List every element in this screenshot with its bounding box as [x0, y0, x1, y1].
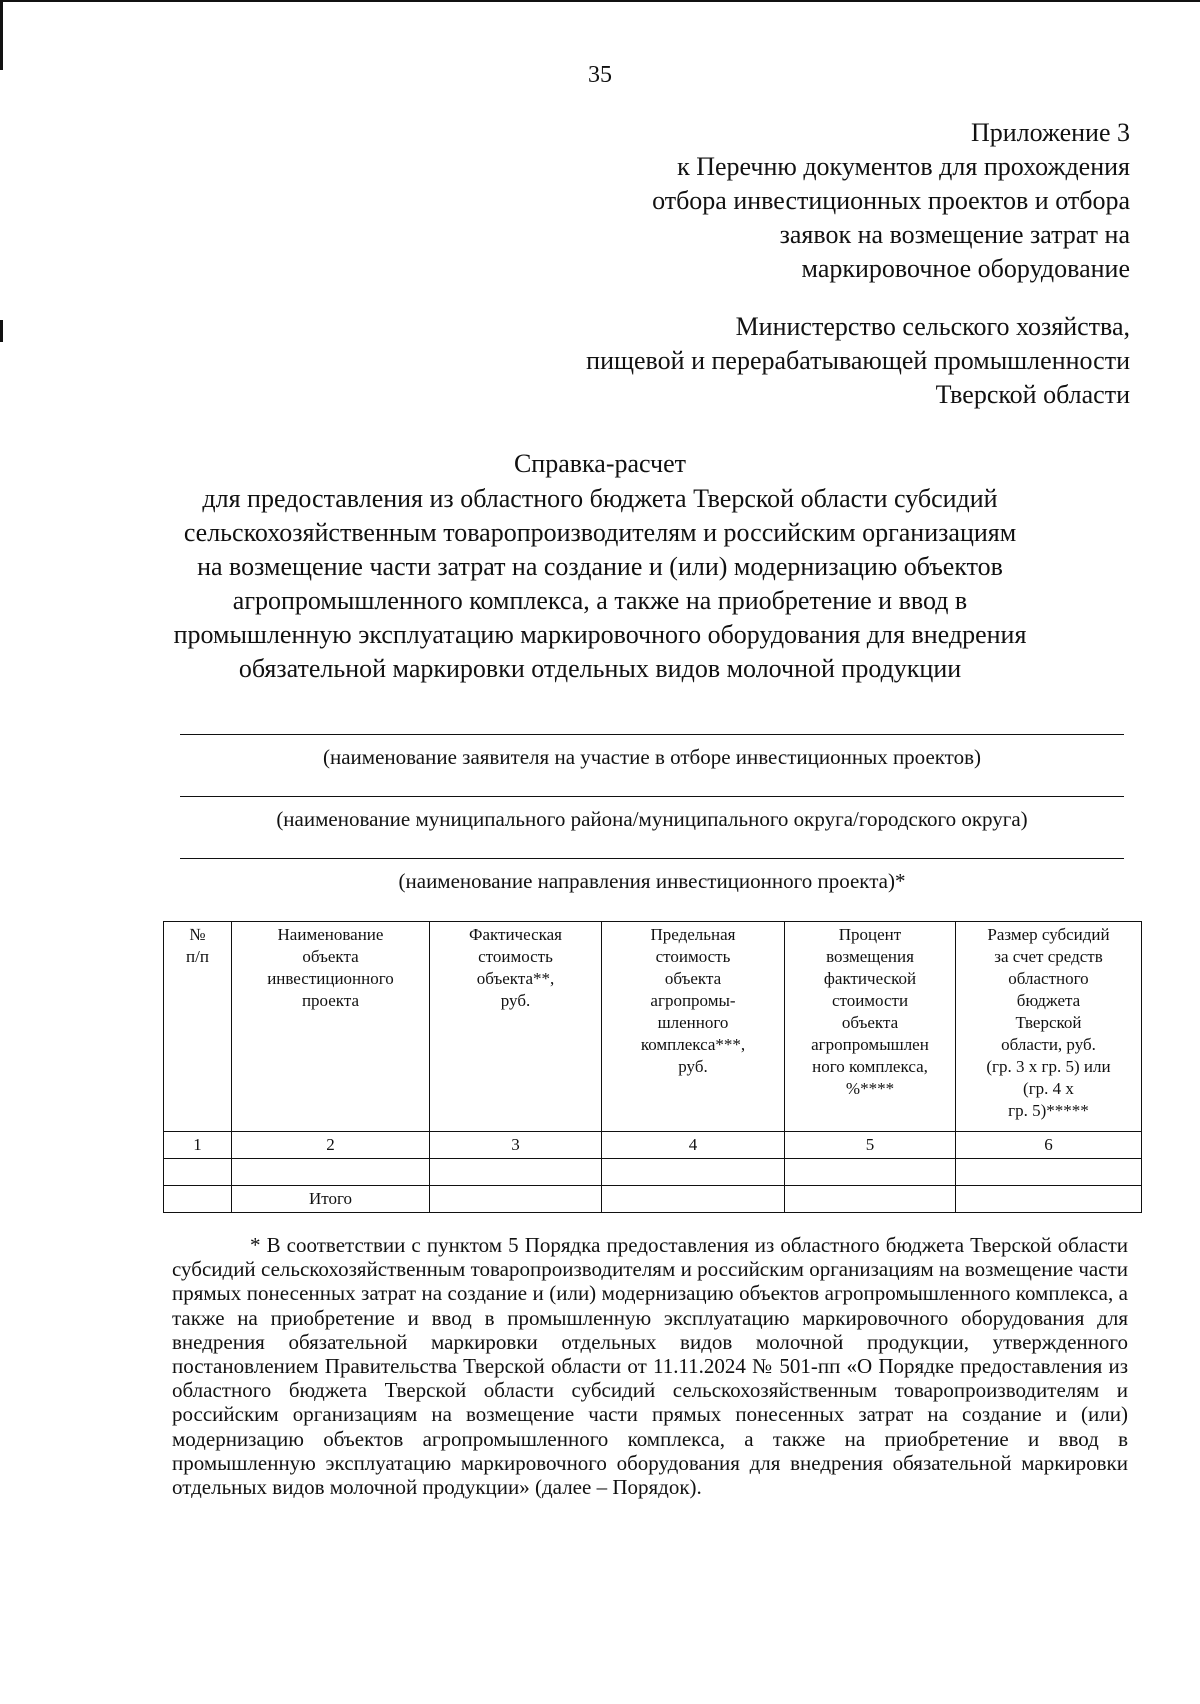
table-cell[interactable] [956, 1186, 1142, 1213]
fill-in-line[interactable] [180, 796, 1124, 797]
table-row [164, 1159, 1142, 1186]
appendix-line: маркировочное оборудование [801, 254, 1130, 283]
subtitle-line: для предоставления из областного бюджета Тверской области субсидий [202, 484, 998, 513]
document-title: Справка-расчет [513, 449, 687, 478]
appendix-line: к Перечню документов для прохождения [677, 152, 1130, 181]
appendix-line: заявок на возмещение затрат на [779, 220, 1130, 249]
column-number: 5 [785, 1132, 956, 1159]
column-number: 6 [956, 1132, 1142, 1159]
table-cell[interactable] [430, 1159, 602, 1186]
header-cell-actual-cost: Фактическая стоимость объекта**, руб. [430, 922, 602, 1132]
subtitle-line: сельскохозяйственным товаропроизводителям и российским организациям [183, 518, 1017, 547]
table-cell[interactable] [430, 1186, 602, 1213]
column-number: 1 [164, 1132, 232, 1159]
table-cell[interactable] [956, 1159, 1142, 1186]
subtitle-line: обязательной маркировки отдельных видов молочной продукции [238, 654, 962, 683]
column-number: 2 [232, 1132, 430, 1159]
table-cell[interactable] [785, 1159, 956, 1186]
addressee-line: Тверской области [935, 380, 1130, 409]
table-cell[interactable] [164, 1186, 232, 1213]
table-cell[interactable] [232, 1159, 430, 1186]
fill-in-line[interactable] [180, 858, 1124, 859]
scan-edge-mark [0, 0, 3, 70]
header-cell-row-number: № п/п [164, 922, 232, 1132]
document-subtitle [120, 482, 1080, 686]
applicant-name-field[interactable] [180, 734, 1124, 770]
addressee-block [410, 310, 1130, 412]
column-number: 3 [430, 1132, 602, 1159]
total-row [164, 1186, 1142, 1213]
scan-edge-mark [0, 0, 1200, 2]
table-header-row [164, 922, 1142, 1132]
header-cell-object-name: Наименование объекта инвестиционного проекта [232, 922, 430, 1132]
table-cell[interactable] [785, 1186, 956, 1213]
header-cell-subsidy-amount: Размер субсидий за счет средств областного бюджета Тверской области, руб. (гр. 3 х гр. 5) или (гр. 4 х гр. 5)***** [956, 922, 1142, 1132]
field-caption: (наименование муниципального района/муниципального округа/городского округа) [276, 807, 1028, 831]
fill-in-line[interactable] [180, 734, 1124, 735]
appendix-line: отбора инвестиционных проектов и отбора [652, 186, 1130, 215]
table-cell[interactable] [602, 1186, 785, 1213]
addressee-line: Министерство сельского хозяйства, [735, 312, 1130, 341]
subtitle-line: на возмещение части затрат на создание и (или) модернизацию объектов [197, 552, 1003, 581]
table-cell[interactable] [164, 1159, 232, 1186]
column-number: 4 [602, 1132, 785, 1159]
appendix-title: Приложение 3 [970, 118, 1130, 147]
column-number-row [164, 1132, 1142, 1159]
header-cell-reimbursement-percent: Процент возмещения фактической стоимости объекта агропромышлен ного комплекса, %**** [785, 922, 956, 1132]
addressee-line: пищевой и перерабатывающей промышленности [586, 346, 1130, 375]
municipality-name-field[interactable] [180, 796, 1124, 832]
subtitle-line: агропромышленного комплекса, а также на приобретение и ввод в [232, 586, 968, 615]
footnote: * В соответствии с пунктом 5 Порядка предоставления из областного бюджета Тверской области субсидий сельскохозяйственным товаропроизводителям и российским организациям на возмещение части прямых понесенных затрат на создание и (или) модернизацию объектов агропромышленного комплекса, а также на приобретение и ввод в промышленную эксплуатацию маркировочного оборудования для внедрения обязательной маркировки отдельных видов молочной продукции, утвержденного постановлением Правительства Тверской области от 11.11.2024 № 501-пп «О Порядке предоставления из областного бюджета Тверской области субсидий сельскохозяйственным товаропроизводителям и российским организациям на возмещение части прямых понесенных затрат на создание и (или) модернизацию объектов агропромышленного комплекса, а также на приобретение и ввод в промышленную эксплуатацию маркировочного оборудования для внедрения обязательной маркировки отдельных видов молочной продукции» (далее – Порядок). [172, 1233, 1128, 1500]
scan-edge-mark [0, 320, 3, 342]
appendix-header [490, 116, 1130, 286]
calculation-table [163, 921, 1142, 1213]
subtitle-line: промышленную эксплуатацию маркировочного оборудования для внедрения [173, 620, 1027, 649]
table-cell[interactable] [602, 1159, 785, 1186]
field-caption: (наименование направления инвестиционного проекта)* [398, 869, 906, 893]
page-number: 35 [588, 62, 612, 88]
header-cell-max-cost: Предельная стоимость объекта агропромы- шленного комплекса***, руб. [602, 922, 785, 1132]
total-label: Итого [232, 1186, 430, 1213]
project-direction-field[interactable] [180, 858, 1124, 894]
field-caption: (наименование заявителя на участие в отборе инвестиционных проектов) [323, 745, 981, 769]
